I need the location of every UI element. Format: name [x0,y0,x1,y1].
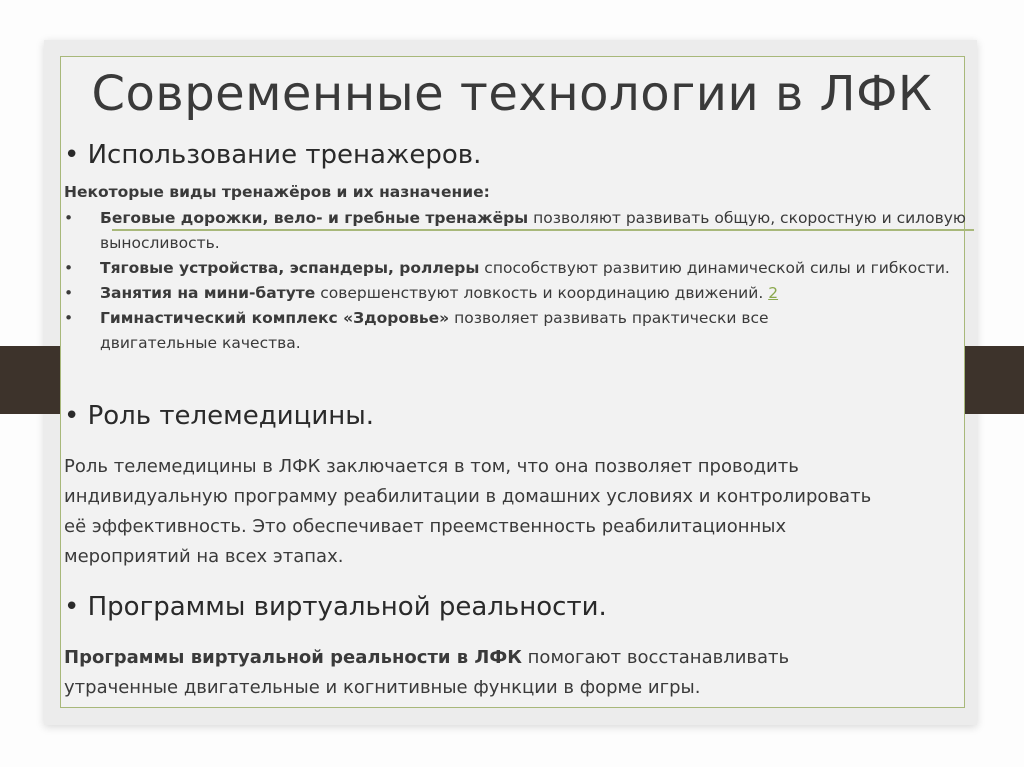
section-heading-telemedicine: • Роль телемедицины. [64,401,375,431]
item-text: позволяет развивать практически все двигательные качества. [100,309,769,352]
strike-line [112,229,974,231]
item-bold: Гимнастический комплекс «Здоровье» [100,309,450,327]
simulators-intro [64,180,490,205]
bullet: • [64,209,74,227]
item-bold: Тяговые устройства, эспандеры, роллеры [100,259,480,277]
item-bold: Занятия на мини-батуте [100,284,316,302]
item-bold: Беговые дорожки, вело- и гребные тренажёры [100,209,529,227]
bullet: • [64,309,74,327]
section-heading-vr: • Программы виртуальной реальности. [64,592,607,622]
vr-text [64,643,904,703]
telemedicine-text: Роль телемедицины в ЛФК заключается в том, что она позволяет проводить индивидуальную программу реабилитации в домашних условиях и контролировать её эффективность. Это обеспечивает преемственность реабилитационных мероприятий на всех этапах. [64,456,872,567]
simulators-intro-text: Некоторые виды тренажёров и их назначение: [64,183,490,201]
section-heading-simulators: • Использование тренажеров. [64,140,482,170]
list-item [64,281,984,306]
reference-link[interactable]: 2 [768,284,779,302]
vr-rest: помогают восстанавливать утраченные двигательные и когнитивные функции в форме игры. [64,647,790,698]
list-item [64,206,984,256]
list-item [64,306,984,356]
bullet: • [64,259,74,277]
item-text: совершенствуют ловкость и координацию движений. [315,284,769,302]
vr-bold: Программы виртуальной реальности в ЛФК [64,647,522,668]
item-text: позволяют развивать общую, скоростную и силовую выносливость. [100,209,966,252]
bullet: • [64,284,74,302]
item-text: способствуют развитию динамической силы и гибкости. [479,259,950,277]
slide-title: Современные технологии в ЛФК [91,66,933,122]
list-item [64,256,984,281]
